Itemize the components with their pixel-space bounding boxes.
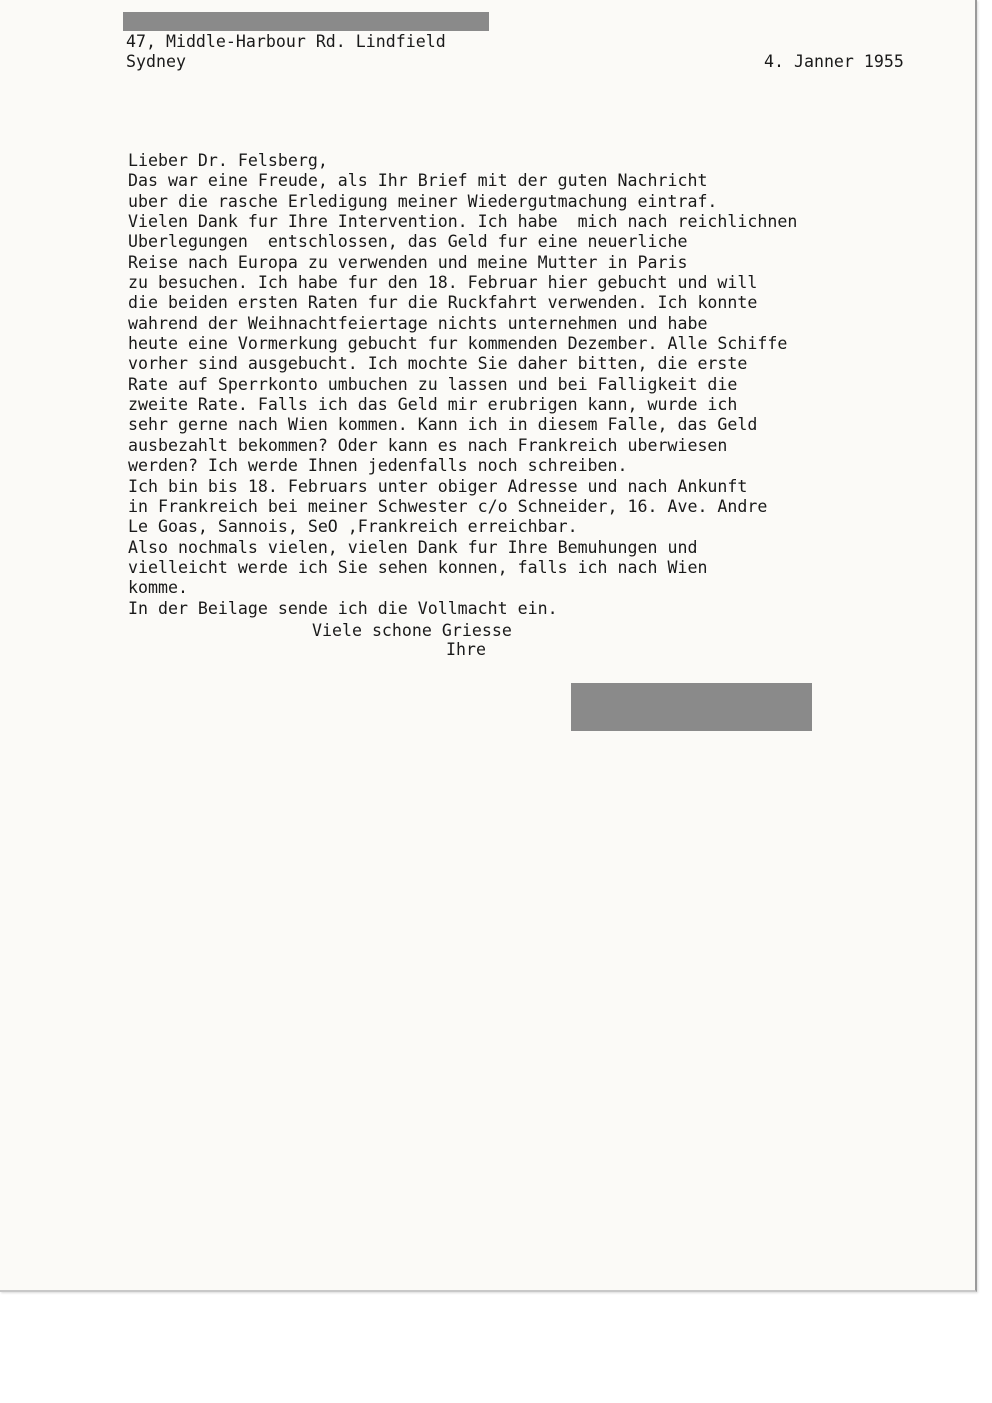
body-line: In der Beilage sende ich die Vollmacht ein. (128, 598, 558, 618)
closing-signoff: Ihre (446, 640, 486, 659)
body-line: uber die rasche Erledigung meiner Wiedergutmachung eintraf. (128, 191, 718, 211)
letter-body (128, 151, 797, 619)
body-line: Ich bin bis 18. Februars unter obiger Adresse und nach Ankunft (128, 476, 748, 496)
sender-address-line2: Sydney (126, 52, 186, 71)
redacted-name-bar (123, 12, 489, 31)
body-line: zu besuchen. Ich habe fur den 18. Februar hier gebucht und will (128, 273, 758, 293)
body-line: sehr gerne nach Wien kommen. Kann ich in diesem Falle, das Geld (128, 415, 758, 435)
body-line: vielleicht werde ich Sie sehen konnen, falls ich nach Wien (128, 557, 708, 577)
body-line: Reise nach Europa zu verwenden und meine Mutter in Paris (128, 252, 688, 272)
body-line: ausbezahlt bekommen? Oder kann es nach Frankreich uberwiesen (128, 435, 728, 455)
letter-date: 4. Janner 1955 (764, 52, 904, 71)
body-line: Uberlegungen entschlossen, das Geld fur eine neuerliche (128, 232, 688, 252)
body-line: Das war eine Freude, als Ihr Brief mit der guten Nachricht (128, 171, 708, 191)
body-line: werden? Ich werde Ihnen jedenfalls noch schreiben. (128, 456, 628, 476)
body-line: komme. (128, 578, 188, 598)
salutation: Lieber Dr. Felsberg, (128, 151, 328, 170)
redacted-signature-bar (571, 683, 812, 731)
body-line: Le Goas, Sannois, SeO ,Frankreich erreichbar. (128, 517, 578, 537)
body-line: die beiden ersten Raten fur die Ruckfahrt verwenden. Ich konnte (128, 293, 758, 313)
body-line: wahrend der Weihnachtfeiertage nichts unternehmen und habe (128, 313, 708, 333)
closing-greeting: Viele schone Griesse (312, 621, 512, 640)
body-line: in Frankreich bei meiner Schwester c/o Schneider, 16. Ave. Andre (128, 496, 768, 516)
body-line: Vielen Dank fur Ihre Intervention. Ich habe mich nach reichlichnen (128, 212, 798, 232)
body-line: Also nochmals vielen, vielen Dank fur Ihre Bemuhungen und (128, 537, 698, 557)
body-line: Rate auf Sperrkonto umbuchen zu lassen und bei Falligkeit die (128, 374, 738, 394)
body-line: heute eine Vormerkung gebucht fur kommenden Dezember. Alle Schiffe (128, 334, 788, 354)
body-line: zweite Rate. Falls ich das Geld mir erubrigen kann, wurde ich (128, 395, 738, 415)
sender-address-line1: 47, Middle-Harbour Rd. Lindfield (126, 32, 446, 51)
body-line: vorher sind ausgebucht. Ich mochte Sie daher bitten, die erste (128, 354, 748, 374)
